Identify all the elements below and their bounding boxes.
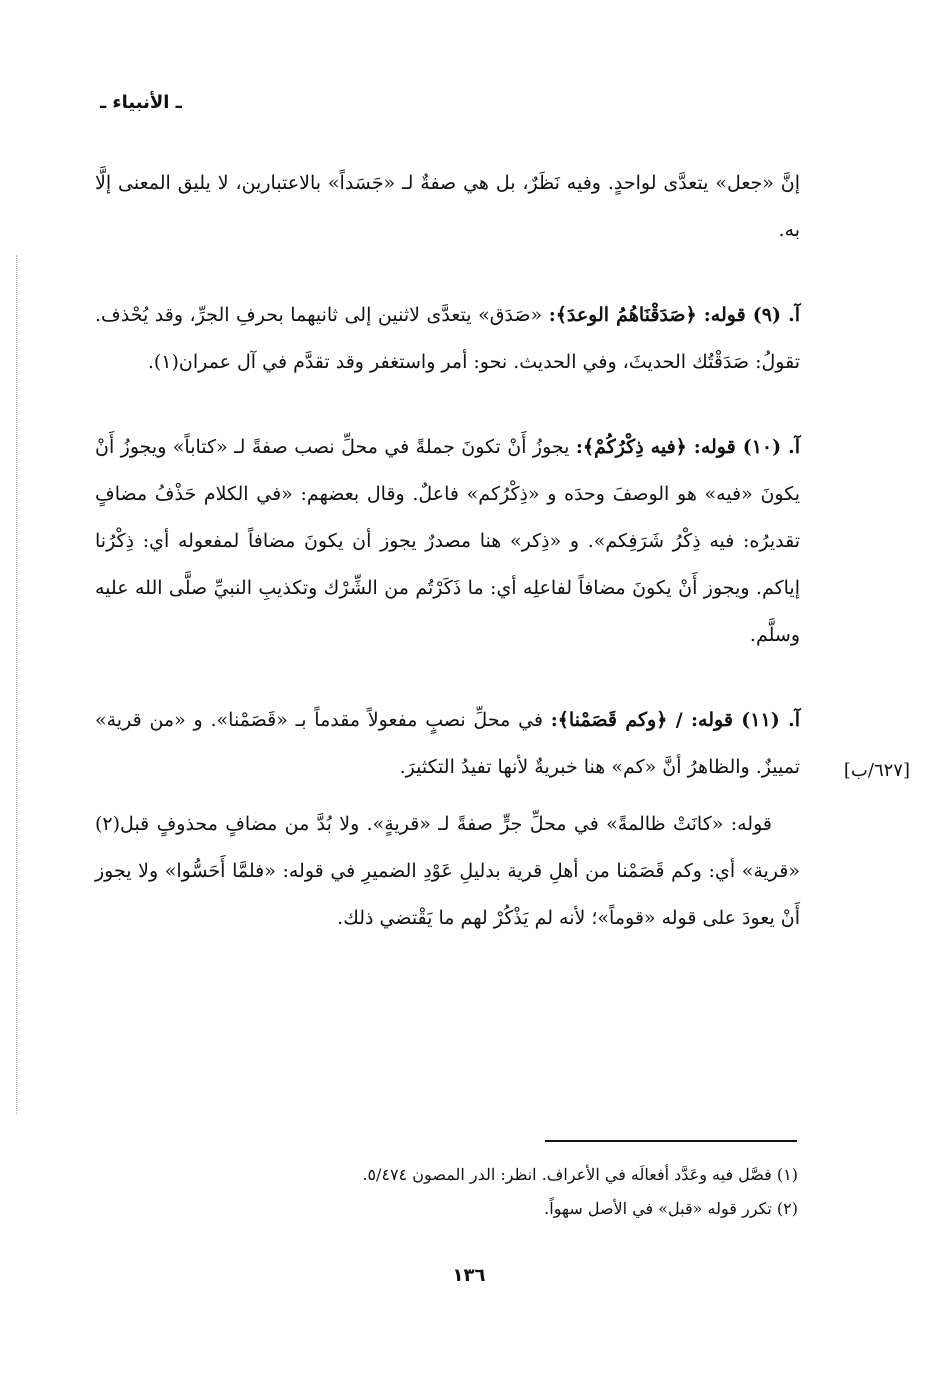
manuscript-folio-note: [٦٢٧/ب] — [843, 760, 910, 781]
paragraph-text: في محلِّ نصبٍ مفعولاً مقدماً بـ «قَصَمْنا». و «من قرية» تمييزٌ. والظاهرُ أنَّ «كم» هنا خبريةٌ لأنها تفيدُ التكثيرَ. — [95, 709, 800, 778]
footnote-2: (٢) تكرر قوله «قبل» في الأصل سهواً. — [544, 1199, 798, 1218]
main-text — [95, 160, 800, 980]
paragraph-text: قوله: «كانَتْ ظالمةً» في محلِّ جرٍّ صفةً لـ «قريةٍ». ولا بُدَّ من مضافٍ محذوفٍ قبل(٢) «قرية» أي: وكم قَصَمْنا من أهلِ قرية بدليلِ عَوْدِ الضميرِ في قوله: «فلمَّا أَحَسُّوا» ولا يجوز أَنْ يعودَ على قوله «قوماً»؛ لأنه لم يَذْكُرْ لهم ما يَقْتضي ذلك. — [95, 813, 800, 929]
footnote-separator — [545, 1140, 797, 1142]
running-title: ـ الأنبياء ـ — [100, 92, 182, 113]
paragraph-text: يجوزُ أَنْ تكونَ جملةً في محلِّ نصب صفةً لـ «كتاباً» ويجوزُ أَنْ يكونَ «فيه» هو الوصفَ وحدَه و «ذِكْرُكم» فاعلٌ. وقال بعضهم: «في الكلام حَذْفُ مضافٍ تقديرُه: فيه ذِكْرُ شَرَفِكم». و «ذِكر» هنا مصدرٌ يجوز أن يكونَ مضافاً لمفعوله أي: ذِكْرُنا إياكم. ويجوز أَنْ يكونَ مضافاً لفاعلِه أي: ما ذَكَرْتُم من الشِّرْك وتكذيبِ النبيِّ صلَّى الله عليه وسلَّم. — [95, 436, 800, 646]
paragraph-verse-10 — [95, 424, 800, 659]
page-number: ١٣٦ — [452, 1265, 486, 1286]
paragraph-text: «صَدَق» يتعدَّى لاثنين إلى ثانيهما بحرفِ الجرِّ، وقد يُحْذف. تقولُ: صَدَقْتُك الحديثَ، وفي الحديث. نحو: أمر واستغفر وقد تقدَّم في آل عمران(١). — [95, 304, 800, 373]
footnotes — [150, 1158, 798, 1226]
paragraph-verse-9 — [95, 292, 800, 386]
footnote-1: (١) فصَّل فيه وعَدَّد أفعالَه في الأعراف. انظر: الدر المصون ٥/٤٧٤. — [362, 1165, 798, 1184]
paragraph-continuation — [95, 160, 800, 254]
verse-reference: آ. (١٠) قوله: ﴿فيه ذِكْرُكُمْ﴾: — [575, 436, 800, 458]
binding-edge-marks — [16, 255, 19, 1115]
paragraph-verse-11 — [95, 697, 800, 791]
verse-reference: آ. (٩) قوله: ﴿صَدَقْنَاهُمُ الوعدَ﴾: — [548, 304, 800, 326]
paragraph-commentary — [95, 801, 800, 942]
paragraph-text: إنَّ «جعل» يتعدَّى لواحدٍ. وفيه نَظَرٌ، بل هي صفةٌ لـ «جَسَداً» بالاعتبارين، لا يليق المعنى إلَّا به. — [95, 172, 800, 241]
verse-reference: آ. (١١) قوله: / ﴿وكم قَصَمْنا﴾: — [550, 709, 800, 731]
